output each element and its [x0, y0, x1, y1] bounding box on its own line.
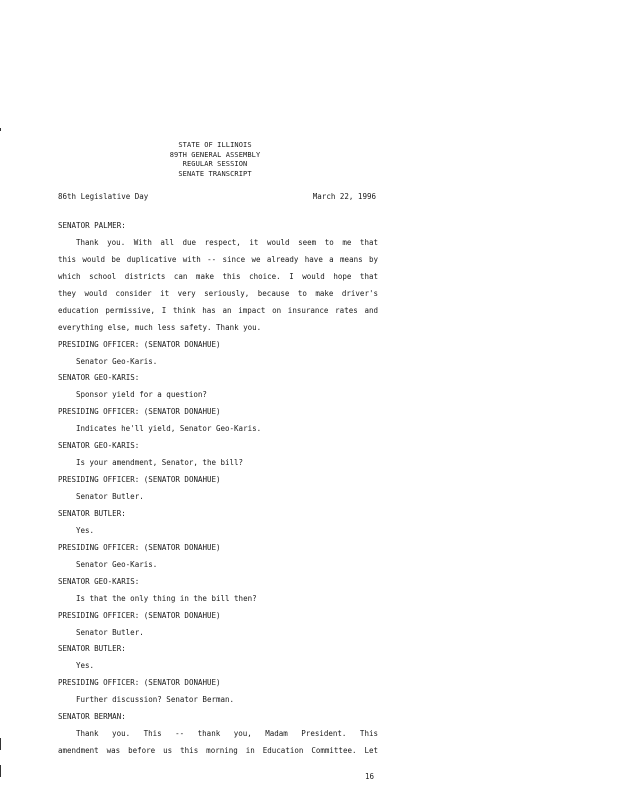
- speech-line: Is your amendment, Senator, the bill?: [76, 458, 244, 468]
- speech-line: Senator Geo-Karis.: [76, 356, 158, 366]
- speech-line: Senator Butler.: [76, 492, 144, 501]
- speaker-label: PRESIDING OFFICER: (SENATOR DONAHUE): [58, 678, 221, 688]
- header-transcript: SENATE TRANSCRIPT: [178, 169, 252, 178]
- speech-line: Further discussion? Senator Berman.: [76, 695, 235, 705]
- speaker-label: SENATOR PALMER:: [58, 221, 126, 230]
- margin-mark: [0, 738, 1, 750]
- header-state: STATE OF ILLINOIS: [178, 141, 252, 149]
- speaker-label: SENATOR BUTLER:: [58, 644, 126, 654]
- speech-line: amendment was before us this morning in Education Committee. Let: [58, 746, 378, 756]
- speech-line: Yes.: [76, 661, 95, 671]
- speech-line: they would consider it very seriously, because to make driver's: [58, 288, 378, 298]
- speaker-label: SENATOR BUTLER:: [58, 508, 126, 518]
- header-session: REGULAR SESSION: [182, 160, 248, 168]
- speaker-label: SENATOR BERMAN:: [58, 712, 126, 722]
- document-header: [150, 141, 280, 179]
- speaker-label: SENATOR GEO-KARIS:: [58, 576, 140, 586]
- speech-line: Is that the only thing in the bill then?: [76, 593, 257, 603]
- speaker-label: SENATOR GEO-KARIS:: [58, 373, 140, 383]
- speaker-label: PRESIDING OFFICER: (SENATOR DONAHUE): [58, 542, 221, 552]
- speech-line: Thank you. This -- thank you, Madam President. This: [76, 729, 378, 739]
- margin-mark: [0, 765, 1, 777]
- speech-line: this would be duplicative with -- since we already have a means by: [58, 254, 378, 264]
- speaker-label: PRESIDING OFFICER: (SENATOR DONAHUE): [58, 407, 221, 417]
- speech-line: Yes.: [76, 525, 95, 535]
- speech-line: Senator Butler.: [76, 627, 144, 637]
- speech-line: education permissive, I think has an impact on insurance rates and: [58, 305, 378, 315]
- speech-line: Indicates he'll yield, Senator Geo-Karis.: [76, 424, 262, 434]
- speech-line: which school districts can make this choice. I would hope that: [58, 271, 378, 281]
- legislative-day: 86th Legislative Day: [58, 192, 149, 201]
- header-assembly: 89TH GENERAL ASSEMBLY: [169, 150, 261, 159]
- speaker-label: SENATOR GEO-KARIS:: [58, 441, 140, 451]
- speech-line: everything else, much less safety. Thank you.: [58, 322, 262, 332]
- session-date: March 22, 1996: [312, 192, 376, 201]
- day-line: [58, 192, 376, 202]
- transcript-body: [58, 218, 378, 760]
- speaker-label: PRESIDING OFFICER: (SENATOR DONAHUE): [58, 339, 221, 349]
- speaker-label: PRESIDING OFFICER: (SENATOR DONAHUE): [58, 610, 221, 620]
- speaker-label: PRESIDING OFFICER: (SENATOR DONAHUE): [58, 475, 221, 485]
- speech-line: Thank you. With all due respect, it would seem to me that: [76, 237, 378, 247]
- speech-line: Sponsor yield for a question?: [76, 390, 207, 400]
- speech-line: Senator Geo-Karis.: [76, 559, 158, 569]
- margin-mark: [0, 128, 1, 131]
- page-number: 16: [365, 772, 375, 781]
